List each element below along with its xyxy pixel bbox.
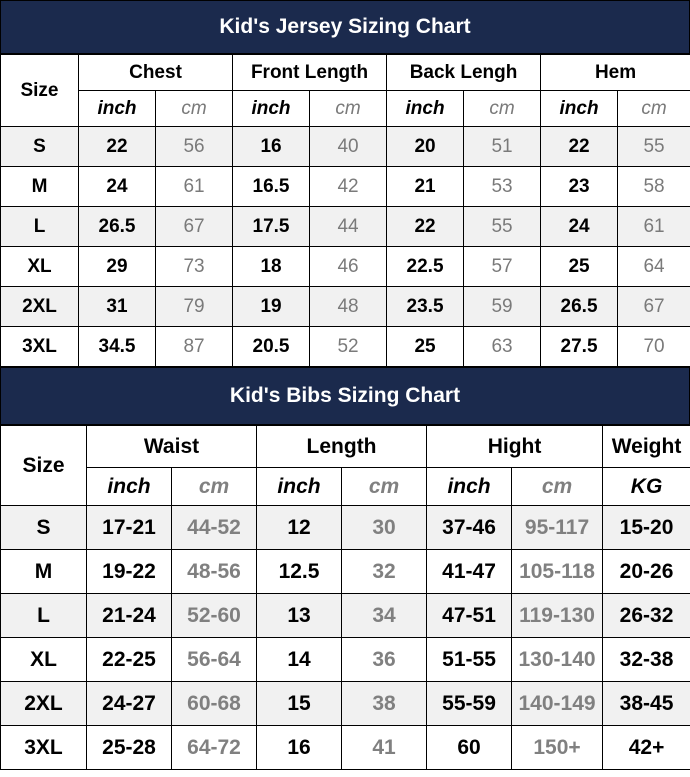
cm-value-cell: 52: [310, 327, 387, 367]
value-cell: 26-32: [603, 594, 690, 638]
cm-value-cell: 42: [310, 167, 387, 207]
value-cell: 29: [79, 247, 156, 287]
value-cell: 20.5: [233, 327, 310, 367]
table-row: [1, 207, 690, 247]
length-header: Length: [257, 426, 427, 468]
unit-inch-header: inch: [387, 91, 464, 127]
cm-value-cell: 73: [156, 247, 233, 287]
cm-value-cell: 58: [618, 167, 690, 207]
size-cell: XL: [1, 638, 87, 682]
unit-cm-header: cm: [156, 91, 233, 127]
cm-value-cell: 38: [342, 682, 427, 726]
unit-inch-header: inch: [541, 91, 618, 127]
value-cell: 12: [257, 506, 342, 550]
cm-value-cell: 119-130: [512, 594, 603, 638]
hight-header: Hight: [427, 426, 603, 468]
value-cell: 51-55: [427, 638, 512, 682]
cm-value-cell: 32: [342, 550, 427, 594]
size-cell: 3XL: [1, 726, 87, 770]
value-cell: 22.5: [387, 247, 464, 287]
bibs-size-table: [0, 425, 690, 770]
value-cell: 18: [233, 247, 310, 287]
cm-value-cell: 34: [342, 594, 427, 638]
jersey-sizing-chart: [0, 0, 690, 367]
hem-header: Hem: [541, 55, 690, 91]
bibs-chart-title: Kid's Bibs Sizing Chart: [0, 367, 690, 425]
value-cell: 55-59: [427, 682, 512, 726]
unit-kg-header: KG: [603, 468, 690, 506]
value-cell: 15: [257, 682, 342, 726]
jersey-chart-title: Kid's Jersey Sizing Chart: [0, 0, 690, 54]
size-cell: L: [1, 207, 79, 247]
value-cell: 41-47: [427, 550, 512, 594]
cm-value-cell: 130-140: [512, 638, 603, 682]
value-cell: 24: [541, 207, 618, 247]
cm-value-cell: 61: [618, 207, 690, 247]
value-cell: 38-45: [603, 682, 690, 726]
unit-cm-header: cm: [310, 91, 387, 127]
cm-value-cell: 95-117: [512, 506, 603, 550]
size-cell: XL: [1, 247, 79, 287]
cm-value-cell: 59: [464, 287, 541, 327]
table-row: [1, 550, 690, 594]
value-cell: 21-24: [87, 594, 172, 638]
table-row: [1, 327, 690, 367]
table-row: [1, 287, 690, 327]
value-cell: 17-21: [87, 506, 172, 550]
unit-inch-header: inch: [79, 91, 156, 127]
cm-value-cell: 55: [618, 127, 690, 167]
table-row: [1, 127, 690, 167]
cm-value-cell: 70: [618, 327, 690, 367]
unit-inch-header: inch: [257, 468, 342, 506]
value-cell: 22-25: [87, 638, 172, 682]
value-cell: 26.5: [541, 287, 618, 327]
value-cell: 17.5: [233, 207, 310, 247]
cm-value-cell: 67: [618, 287, 690, 327]
unit-cm-header: cm: [618, 91, 690, 127]
size-cell: S: [1, 127, 79, 167]
size-cell: 2XL: [1, 682, 87, 726]
value-cell: 20-26: [603, 550, 690, 594]
cm-value-cell: 60-68: [172, 682, 257, 726]
value-cell: 16: [233, 127, 310, 167]
unit-cm-header: cm: [172, 468, 257, 506]
cm-value-cell: 40: [310, 127, 387, 167]
unit-cm-header: cm: [512, 468, 603, 506]
value-cell: 25-28: [87, 726, 172, 770]
waist-header: Waist: [87, 426, 257, 468]
value-cell: 24-27: [87, 682, 172, 726]
cm-value-cell: 57: [464, 247, 541, 287]
cm-value-cell: 61: [156, 167, 233, 207]
cm-value-cell: 87: [156, 327, 233, 367]
value-cell: 27.5: [541, 327, 618, 367]
size-column-header: Size: [1, 55, 79, 127]
value-cell: 25: [541, 247, 618, 287]
cm-value-cell: 48-56: [172, 550, 257, 594]
size-cell: M: [1, 167, 79, 207]
cm-value-cell: 52-60: [172, 594, 257, 638]
cm-value-cell: 55: [464, 207, 541, 247]
cm-value-cell: 44-52: [172, 506, 257, 550]
cm-value-cell: 63: [464, 327, 541, 367]
value-cell: 22: [79, 127, 156, 167]
value-cell: 25: [387, 327, 464, 367]
value-cell: 21: [387, 167, 464, 207]
back-length-header: Back Lengh: [387, 55, 541, 91]
table-row: [1, 506, 690, 550]
table-row: [1, 167, 690, 207]
value-cell: 23.5: [387, 287, 464, 327]
value-cell: 60: [427, 726, 512, 770]
cm-value-cell: 53: [464, 167, 541, 207]
value-cell: 26.5: [79, 207, 156, 247]
value-cell: 31: [79, 287, 156, 327]
value-cell: 24: [79, 167, 156, 207]
cm-value-cell: 46: [310, 247, 387, 287]
unit-cm-header: cm: [464, 91, 541, 127]
table-row: [1, 638, 690, 682]
size-cell: 2XL: [1, 287, 79, 327]
jersey-rows: [1, 127, 690, 367]
value-cell: 16: [257, 726, 342, 770]
chest-header: Chest: [79, 55, 233, 91]
value-cell: 34.5: [79, 327, 156, 367]
value-cell: 47-51: [427, 594, 512, 638]
value-cell: 20: [387, 127, 464, 167]
unit-cm-header: cm: [342, 468, 427, 506]
cm-value-cell: 44: [310, 207, 387, 247]
unit-inch-header: inch: [233, 91, 310, 127]
bibs-rows: [1, 506, 690, 770]
size-cell: S: [1, 506, 87, 550]
table-row: [1, 247, 690, 287]
cm-value-cell: 48: [310, 287, 387, 327]
value-cell: 13: [257, 594, 342, 638]
size-column-header: Size: [1, 426, 87, 506]
weight-header: Weight: [603, 426, 690, 468]
value-cell: 32-38: [603, 638, 690, 682]
value-cell: 23: [541, 167, 618, 207]
table-row: [1, 682, 690, 726]
cm-value-cell: 140-149: [512, 682, 603, 726]
value-cell: 42+: [603, 726, 690, 770]
cm-value-cell: 36: [342, 638, 427, 682]
cm-value-cell: 51: [464, 127, 541, 167]
unit-inch-header: inch: [427, 468, 512, 506]
value-cell: 19: [233, 287, 310, 327]
cm-value-cell: 64-72: [172, 726, 257, 770]
table-row: [1, 726, 690, 770]
table-row: [1, 594, 690, 638]
value-cell: 22: [387, 207, 464, 247]
cm-value-cell: 150+: [512, 726, 603, 770]
unit-inch-header: inch: [87, 468, 172, 506]
cm-value-cell: 67: [156, 207, 233, 247]
value-cell: 19-22: [87, 550, 172, 594]
cm-value-cell: 64: [618, 247, 690, 287]
cm-value-cell: 56: [156, 127, 233, 167]
cm-value-cell: 30: [342, 506, 427, 550]
front-length-header: Front Length: [233, 55, 387, 91]
jersey-size-table: [0, 54, 690, 367]
size-cell: 3XL: [1, 327, 79, 367]
cm-value-cell: 41: [342, 726, 427, 770]
size-cell: M: [1, 550, 87, 594]
size-cell: L: [1, 594, 87, 638]
value-cell: 12.5: [257, 550, 342, 594]
cm-value-cell: 105-118: [512, 550, 603, 594]
value-cell: 15-20: [603, 506, 690, 550]
value-cell: 37-46: [427, 506, 512, 550]
cm-value-cell: 56-64: [172, 638, 257, 682]
value-cell: 22: [541, 127, 618, 167]
value-cell: 16.5: [233, 167, 310, 207]
cm-value-cell: 79: [156, 287, 233, 327]
bibs-sizing-chart: [0, 367, 690, 770]
value-cell: 14: [257, 638, 342, 682]
